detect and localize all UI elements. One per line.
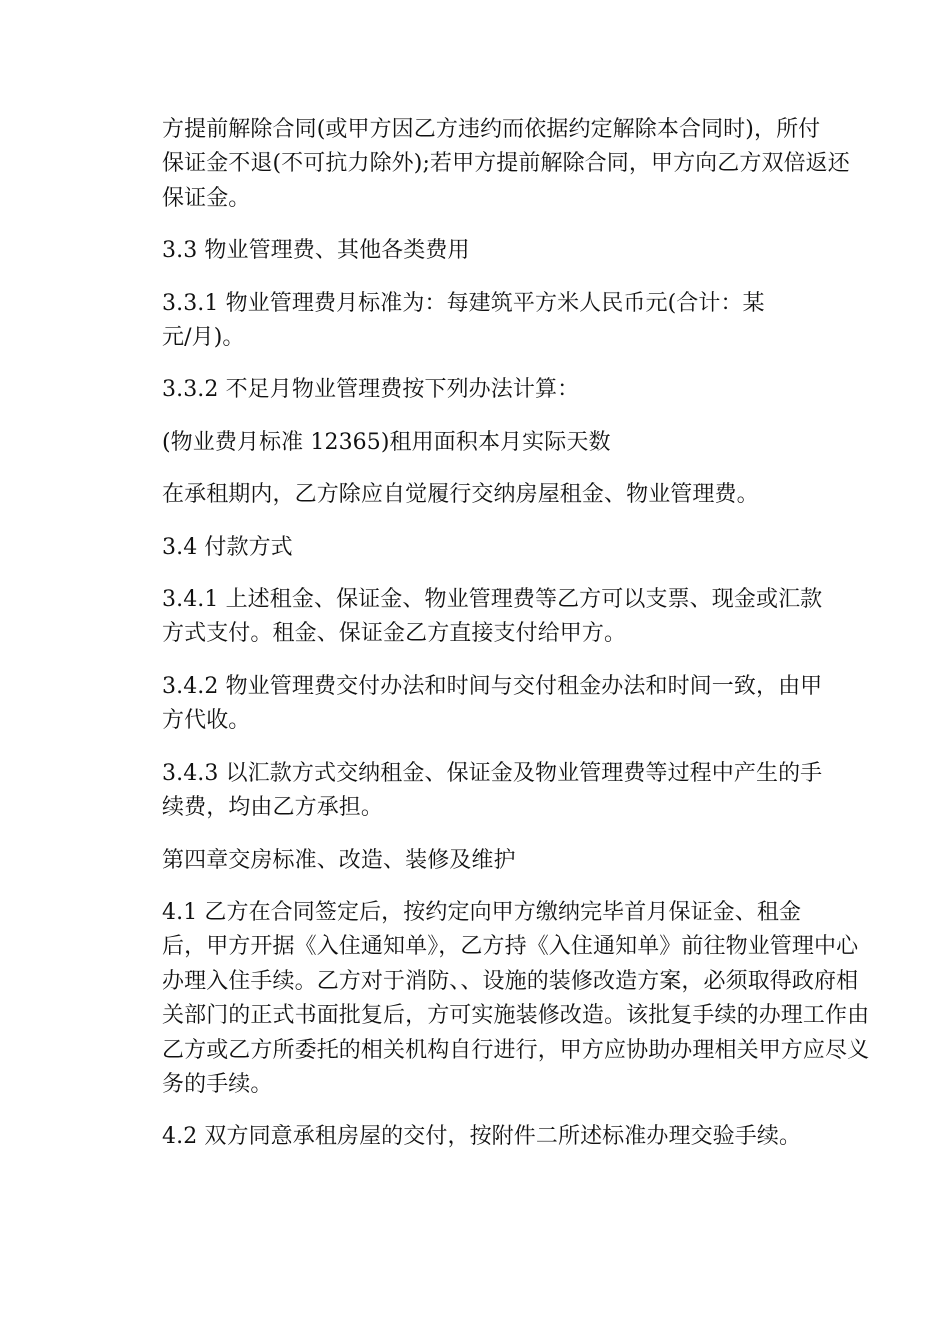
text-line: 元/月)。 (162, 325, 245, 351)
paragraph-3-4-2 (116, 670, 836, 739)
text-line: 方代收。 (162, 708, 251, 734)
text-line: 4.1 乙方在合同签定后，按约定向甲方缴纳完毕首月保证金、租金 (162, 899, 802, 925)
text-line: 续费，均由乙方承担。 (162, 795, 384, 821)
text-line: 3.4.2 物业管理费交付办法和时间与交付租金办法和时间一致，由甲 (162, 673, 823, 699)
text-line: 保证金。 (162, 185, 251, 211)
text-line: 办理入住手续。乙方对于消防、、设施的装修改造方案，必须取得政府相 (162, 968, 859, 994)
text-line: 3.4.1 上述租金、保证金、物业管理费等乙方可以支票、现金或汇款 (162, 587, 823, 613)
text-line: 3.3.2 不足月物业管理费按下列办法计算： (162, 377, 580, 403)
paragraph-lease-period (116, 478, 836, 512)
text-line: 方提前解除合同(或甲方因乙方违约而依据约定解除本合同时)，所付 (162, 117, 821, 142)
paragraph-3-3-1 (116, 287, 836, 356)
document-body (116, 113, 870, 1173)
text-line: 3.3.1 物业管理费月标准为：每建筑平方米人民币元(合计：某 (162, 290, 765, 316)
paragraph-deposit-terms (116, 113, 850, 216)
text-line: 务的手续。 (162, 1071, 273, 1097)
text-line: 4.2 双方同意承租房屋的交付，按附件二所述标准办理交验手续。 (162, 1124, 802, 1150)
text-line: (物业费月标准 12365)租用面积本月实际天数 (162, 429, 611, 455)
text-line: 3.4 付款方式 (162, 534, 293, 560)
paragraph-3-4-1 (116, 583, 836, 652)
paragraph-3-3-2 (116, 373, 836, 407)
text-line: 乙方或乙方所委托的相关机构自行进行，甲方应协助办理相关甲方应尽义 (162, 1037, 870, 1063)
paragraph-3-4-3 (116, 757, 836, 826)
section-heading-3-4 (116, 531, 836, 565)
text-line: 第四章交房标准、改造、装修及维护 (162, 847, 516, 873)
section-heading-3-3 (116, 234, 836, 268)
text-line: 后，甲方开据《入住通知单》，乙方持《入住通知单》前往物业管理中心 (162, 934, 859, 960)
text-line: 3.3 物业管理费、其他各类费用 (162, 238, 470, 264)
text-line: 在承租期内，乙方除应自觉履行交纳房屋租金、物业管理费。 (162, 482, 759, 508)
text-line: 方式支付。租金、保证金乙方直接支付给甲方。 (162, 621, 627, 647)
text-line: 3.4.3 以汇款方式交纳租金、保证金及物业管理费等过程中产生的手 (162, 760, 823, 786)
chapter-heading-4 (116, 844, 836, 878)
text-line: 关部门的正式书面批复后，方可实施装修改造。该批复手续的办理工作由 (162, 1003, 870, 1029)
paragraph-4-1 (116, 896, 870, 1102)
paragraph-4-2 (116, 1120, 836, 1154)
text-line: 保证金不退(不可抗力除外);若甲方提前解除合同，甲方向乙方双倍返还 (162, 151, 850, 177)
paragraph-formula (116, 426, 836, 460)
